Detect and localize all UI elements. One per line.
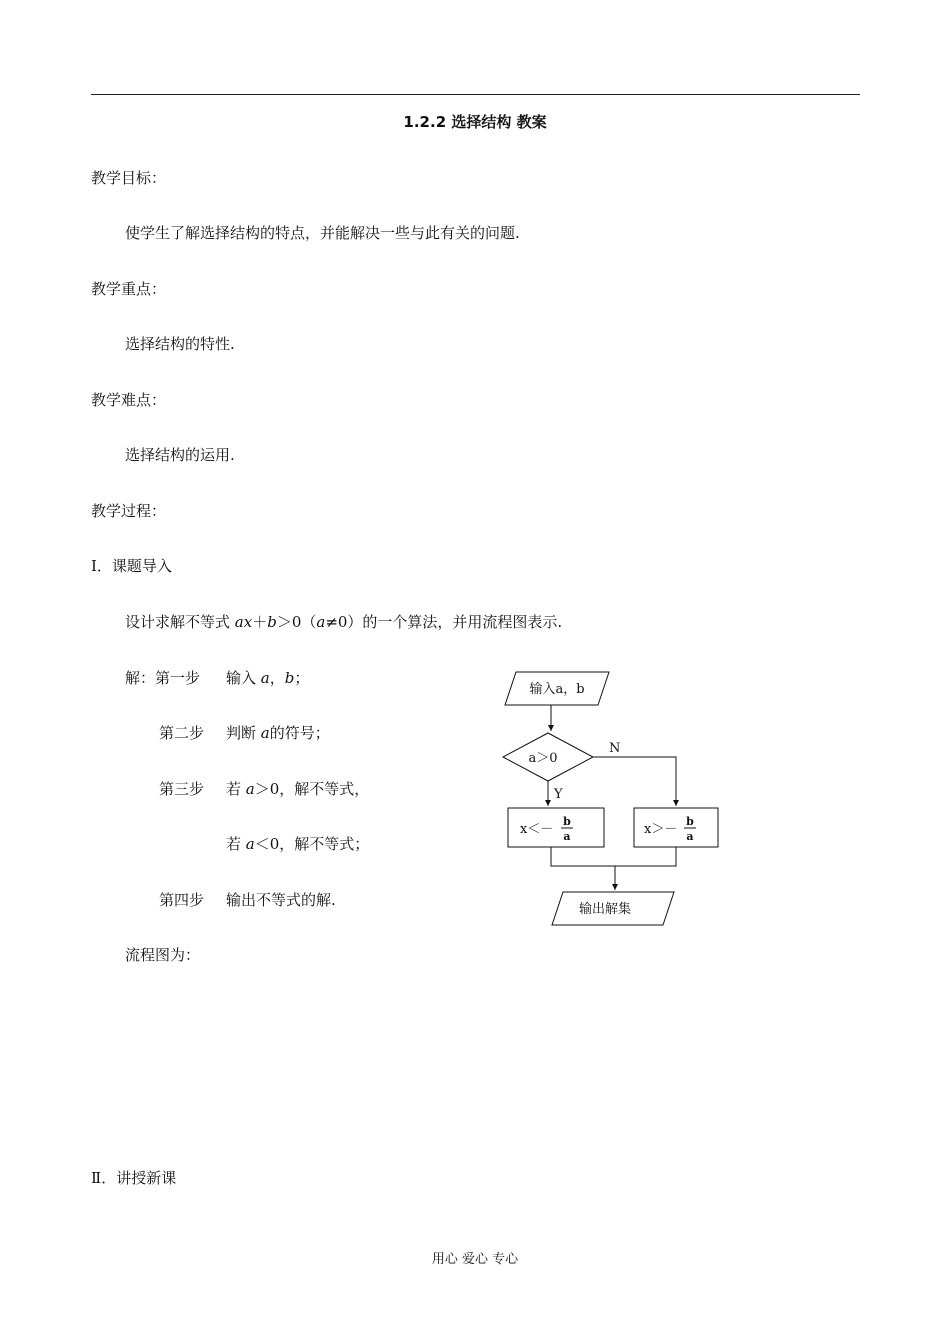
step3-var-a: a: [245, 780, 255, 798]
step2-var-a: a: [260, 724, 270, 742]
goal-label: 教学目标：: [91, 169, 167, 187]
decision-label: a＞0: [528, 751, 558, 766]
step1-head: 解：第一步: [125, 669, 201, 687]
task-pre: 设计求解不等式: [125, 613, 235, 631]
task-expr-ax: ax: [234, 613, 253, 631]
step1-pre: 输入: [226, 669, 261, 687]
output-label: 输出解集: [578, 902, 632, 917]
step2-post: 的符号；: [269, 724, 330, 742]
step3b-pre: 若: [226, 835, 246, 853]
task-op: ＋: [252, 613, 268, 631]
left-frac-num: b: [563, 815, 571, 828]
no-label: N: [609, 741, 621, 756]
step3b-post: ＜0，解不等式；: [254, 835, 370, 853]
step1-end: ；: [294, 669, 310, 687]
right-frac-den: a: [686, 830, 694, 843]
step2-pre: 判断: [226, 724, 261, 742]
key-label: 教学重点：: [91, 280, 167, 298]
merge-line: [551, 847, 676, 866]
difficulty-label: 教学难点：: [91, 391, 167, 409]
part2-label: Ⅱ．讲授新课: [91, 1169, 177, 1187]
step1-var-a: a: [260, 669, 270, 687]
step3-head: 第三步: [159, 780, 205, 798]
task-expr-b: b: [267, 613, 277, 631]
page-title: 1.2.2 选择结构 教案: [403, 113, 547, 131]
flow-label: 流程图为：: [125, 946, 201, 964]
step1-sep: ，: [269, 669, 285, 687]
task-mid: ＞0（: [276, 613, 317, 631]
left-box-label: x＜－: [520, 822, 554, 837]
key-text: 选择结构的特性.: [125, 335, 235, 353]
process-label: 教学过程：: [91, 502, 167, 520]
left-frac-den: a: [563, 830, 571, 843]
task-expr-a: a: [316, 613, 326, 631]
step2-head: 第二步: [159, 724, 205, 742]
step4-text: 输出不等式的解.: [226, 891, 336, 909]
part1-label: Ⅰ．课题导入: [91, 557, 172, 575]
input-label: 输入a，b: [529, 682, 585, 697]
arrow-no: [593, 757, 676, 806]
difficulty-text: 选择结构的运用.: [125, 446, 235, 464]
task-post: ≠0）的一个算法，并用流程图表示.: [325, 613, 563, 631]
step4-head: 第四步: [159, 891, 205, 909]
step3-pre: 若: [226, 780, 246, 798]
yes-label: Y: [554, 787, 563, 802]
step3-post: ＞0，解不等式，: [254, 780, 370, 798]
step1-var-b: b: [284, 669, 295, 687]
right-box-label: x＞－: [644, 822, 678, 837]
goal-text: 使学生了解选择结构的特点，并能解决一些与此有关的问题.: [125, 224, 520, 242]
step3b-var-a: a: [245, 835, 255, 853]
page-footer: 用心 爱心 专心: [431, 1252, 519, 1267]
right-frac-num: b: [686, 815, 694, 828]
